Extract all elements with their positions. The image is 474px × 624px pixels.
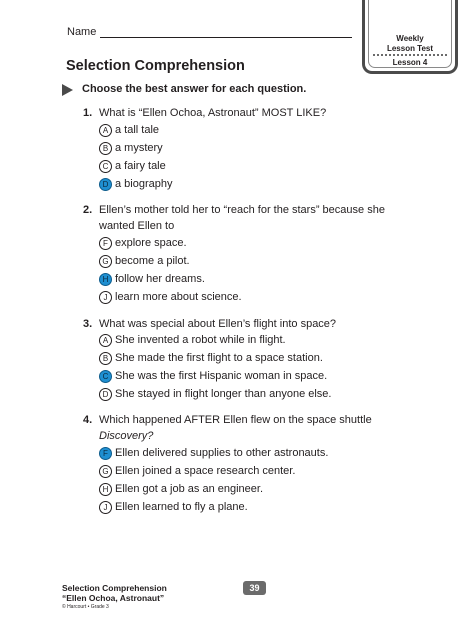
question-2-answer-j[interactable] — [99, 290, 242, 304]
answer-bubble[interactable]: A — [99, 334, 112, 347]
footer-title-line-1: Selection Comprehension — [62, 583, 167, 593]
answer-bubble[interactable]: F — [99, 237, 112, 250]
tab-dots-divider — [373, 54, 447, 56]
name-line[interactable] — [100, 37, 352, 38]
question-2-text-line-1: Ellen’s mother told her to “reach for the stars” because she — [99, 204, 385, 216]
answer-text: She was the first Hispanic woman in space. — [115, 370, 328, 382]
answer-bubble-selected[interactable]: C — [99, 370, 112, 383]
answer-text: She made the first flight to a space station. — [115, 352, 323, 364]
answer-bubble[interactable]: H — [99, 483, 112, 496]
question-2-number: 2. — [83, 204, 93, 216]
answer-text: a mystery — [115, 142, 163, 154]
answer-bubble[interactable]: B — [99, 352, 112, 365]
answer-bubble[interactable]: G — [99, 255, 112, 268]
answer-bubble-selected[interactable]: F — [99, 447, 112, 460]
answer-bubble[interactable]: A — [99, 124, 112, 137]
question-2-text-line-2: wanted Ellen to — [99, 220, 175, 232]
answer-bubble-selected[interactable]: H — [99, 273, 112, 286]
answer-text: a tall tale — [115, 124, 160, 136]
question-3-text: What was special about Ellen’s flight into space? — [99, 318, 337, 330]
answer-text: Ellen learned to fly a plane. — [115, 501, 248, 513]
question-3-answer-a[interactable] — [99, 333, 286, 347]
tab-lesson-number: Lesson 4 — [392, 58, 428, 67]
answer-text: explore space. — [115, 237, 187, 249]
arrow-right-icon — [62, 84, 73, 96]
answer-bubble[interactable]: C — [99, 160, 112, 173]
answer-text: a biography — [115, 178, 173, 190]
question-3-answer-b[interactable] — [99, 351, 323, 365]
instruction-text: Choose the best answer for each question. — [82, 83, 307, 95]
tab-line-weekly: Weekly — [396, 34, 424, 43]
weekly-lesson-tab — [362, 0, 458, 74]
question-1-answer-d[interactable] — [99, 177, 173, 191]
answer-bubble[interactable]: J — [99, 501, 112, 514]
question-3-number: 3. — [83, 318, 93, 330]
question-1-answer-a[interactable] — [99, 123, 159, 137]
question-4-answer-h[interactable] — [99, 482, 263, 496]
copyright-text: © Harcourt • Grade 3 — [62, 604, 109, 610]
footer-title-line-2: “Ellen Ochoa, Astronaut” — [62, 593, 165, 603]
answer-text: She invented a robot while in flight. — [115, 334, 286, 346]
answer-bubble[interactable]: B — [99, 142, 112, 155]
question-2-answer-g[interactable] — [99, 254, 190, 268]
tab-line-lesson-test: Lesson Test — [386, 43, 434, 53]
answer-text: follow her dreams. — [115, 273, 205, 285]
question-4-answer-g[interactable] — [99, 464, 295, 478]
question-4-answer-f[interactable] — [99, 446, 328, 460]
question-4-text-line-1: Which happened AFTER Ellen flew on the space shuttle — [99, 414, 372, 426]
question-4-answer-j[interactable] — [99, 500, 248, 514]
question-2-answer-h[interactable] — [99, 272, 205, 286]
tab-title — [365, 34, 455, 53]
question-4-text-line-2: Discovery? — [99, 430, 154, 442]
answer-bubble[interactable]: J — [99, 291, 112, 304]
answer-bubble[interactable]: D — [99, 388, 112, 401]
answer-text: become a pilot. — [115, 255, 190, 267]
question-2-answer-f[interactable] — [99, 236, 187, 250]
question-1-text: What is “Ellen Ochoa, Astronaut” MOST LIKE? — [99, 107, 327, 119]
answer-text: Ellen got a job as an engineer. — [115, 483, 264, 495]
question-1-answer-c[interactable] — [99, 159, 166, 173]
answer-text: Ellen delivered supplies to other astronauts. — [115, 447, 329, 459]
name-label: Name — [67, 26, 97, 38]
question-4-number: 4. — [83, 414, 93, 426]
page-number: 39 — [243, 581, 266, 595]
answer-bubble-selected[interactable]: D — [99, 178, 112, 191]
question-1-answer-b[interactable] — [99, 141, 163, 155]
answer-text: She stayed in flight longer than anyone else. — [115, 388, 332, 400]
footer-title — [62, 583, 167, 603]
question-1-number: 1. — [83, 107, 93, 119]
answer-text: a fairy tale — [115, 160, 166, 172]
answer-text: learn more about science. — [115, 291, 242, 303]
answer-text: Ellen joined a space research center. — [115, 465, 296, 477]
page-title: Selection Comprehension — [66, 58, 245, 74]
answer-bubble[interactable]: G — [99, 465, 112, 478]
question-3-answer-c[interactable] — [99, 369, 327, 383]
question-3-answer-d[interactable] — [99, 387, 331, 401]
